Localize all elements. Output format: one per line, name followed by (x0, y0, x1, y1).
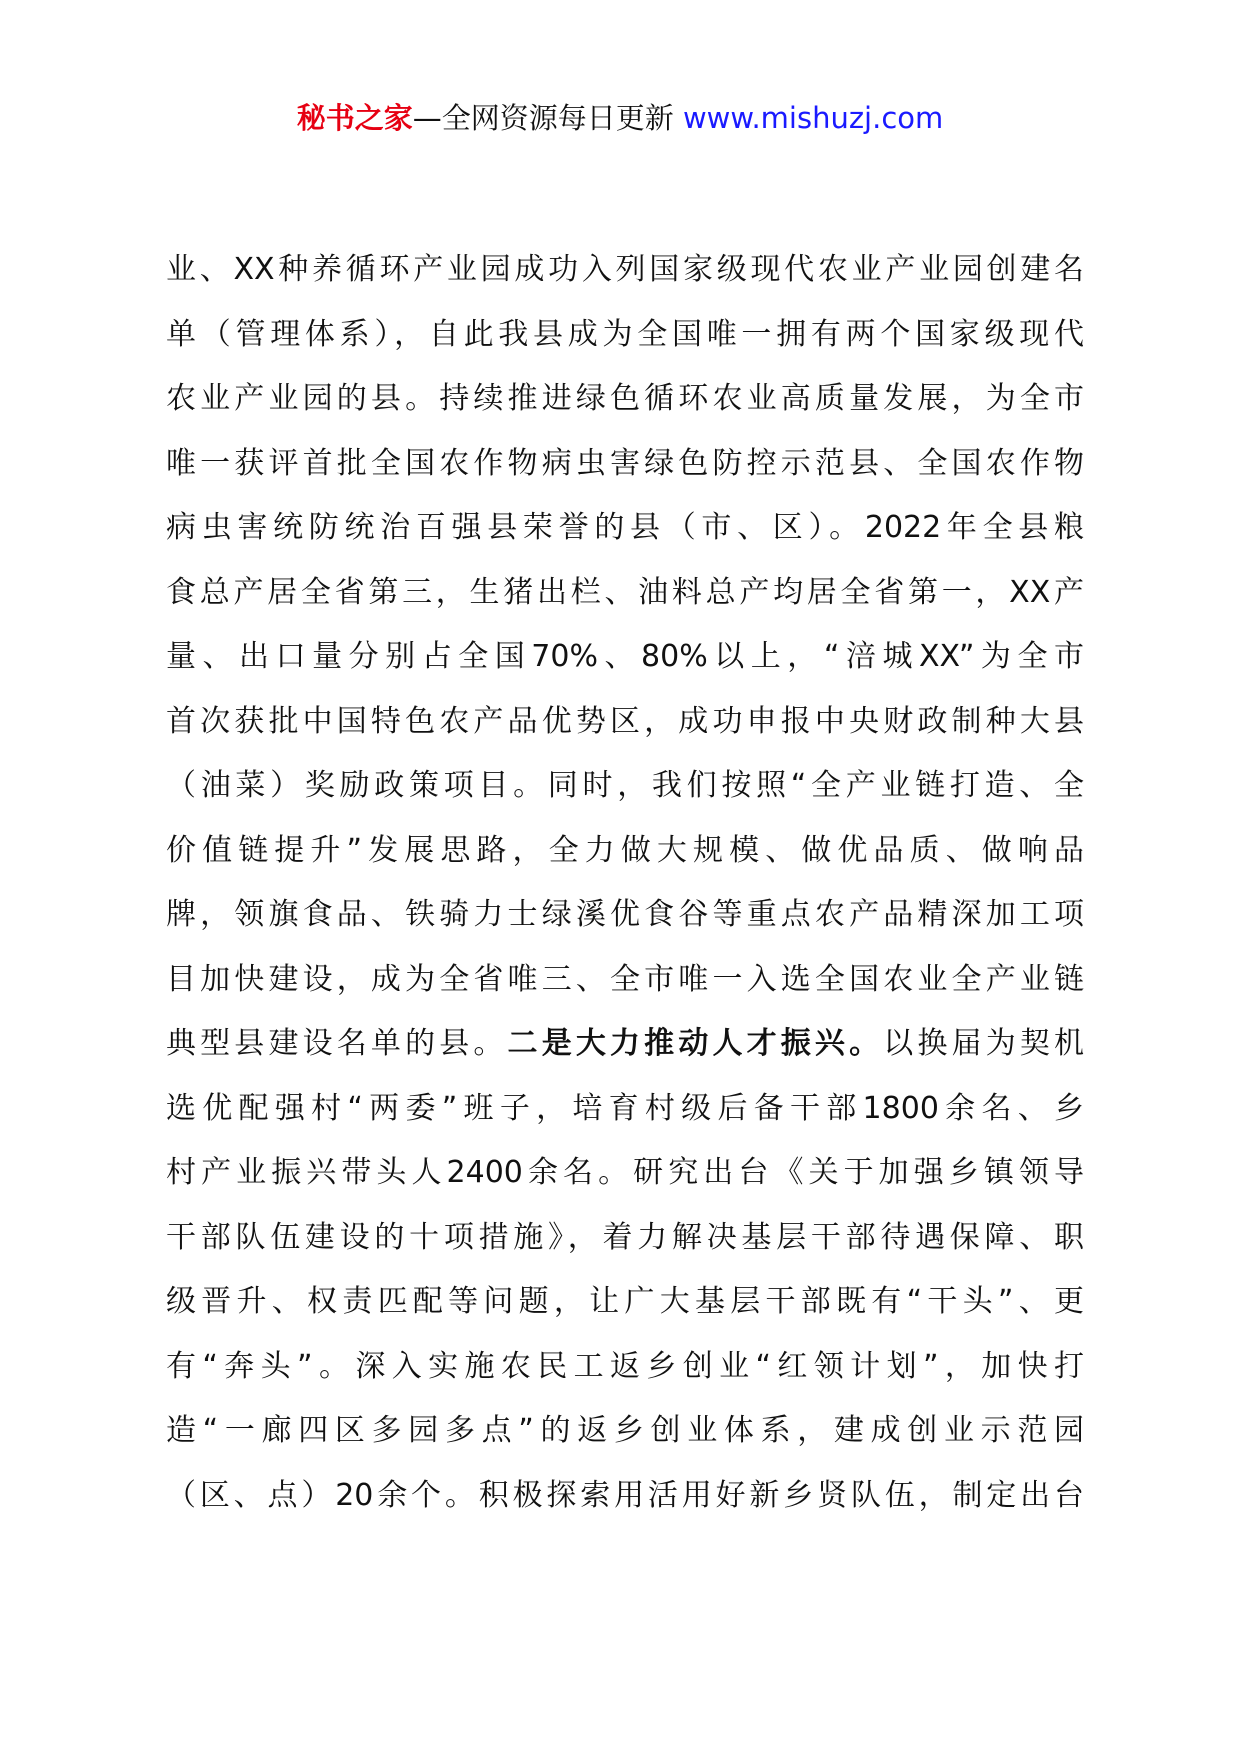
text-line: 干部队伍建设的十项措施》，着力解决基层干部待遇保障、职 (166, 1219, 1084, 1255)
site-header (0, 98, 1240, 138)
text-line: 食总产居全省第三，生猪出栏、油料总产均居全省第一，XX产 (166, 574, 1084, 610)
text-line: 目加快建设，成为全省唯三、全市唯一入选全国农业全产业链 (166, 961, 1084, 997)
text-line: 级晋升、权责匹配等问题，让广大基层干部既有“干头”、更 (166, 1284, 1084, 1319)
text-line: （油菜）奖励政策项目。同时，我们按照“全产业链打造、全 (166, 768, 1084, 803)
text-segment: 典型县建设名单的县。 (166, 1026, 508, 1061)
section-heading: 二是大力推动人才振兴。 (507, 1026, 884, 1061)
text-line: 选优配强村“两委”班子，培育村级后备干部1800余名、乡 (166, 1090, 1084, 1126)
text-line: 单（管理体系），自此我县成为全国唯一拥有两个国家级现代 (166, 316, 1084, 352)
text-line: 量、出口量分别占全国70%、80%以上，“涪城XX”为全市 (166, 639, 1084, 674)
text-line: 病虫害统防统治百强县荣誉的县（市、区）。2022年全县粮 (166, 510, 1084, 545)
text-line: 农业产业园的县。持续推进绿色循环农业高质量发展，为全市 (166, 381, 1084, 416)
text-line: （区、点）20余个。积极探索用活用好新乡贤队伍，制定出台 (166, 1477, 1084, 1513)
site-tagline: —全网资源每日更新 (412, 101, 683, 135)
text-line: 牌，领旗食品、铁骑力士绿溪优食谷等重点农产品精深加工项 (166, 897, 1084, 932)
document-body (166, 238, 1084, 1528)
text-line: 业、XX种养循环产业园成功入列国家级现代农业产业园创建名 (166, 252, 1084, 287)
text-segment: 以换届为契机 (883, 1026, 1085, 1061)
text-line-with-heading (166, 1012, 1084, 1077)
text-line: 有“奔头”。深入实施农民工返乡创业“红领计划”，加快打 (166, 1348, 1084, 1384)
text-line: 村产业振兴带头人2400余名。研究出台《关于加强乡镇领导 (166, 1155, 1084, 1190)
text-line: 唯一获评首批全国农作物病虫害绿色防控示范县、全国农作物 (166, 445, 1084, 481)
text-line: 首次获批中国特色农产品优势区，成功申报中央财政制种大县 (166, 703, 1084, 739)
text-line: 价值链提升”发展思路，全力做大规模、做优品质、做响品 (166, 832, 1084, 868)
site-url-link[interactable]: www.mishuzj.com (682, 101, 944, 135)
site-brand: 秘书之家 (296, 101, 413, 135)
text-line: 造“一廊四区多园多点”的返乡创业体系，建成创业示范园 (166, 1413, 1084, 1448)
